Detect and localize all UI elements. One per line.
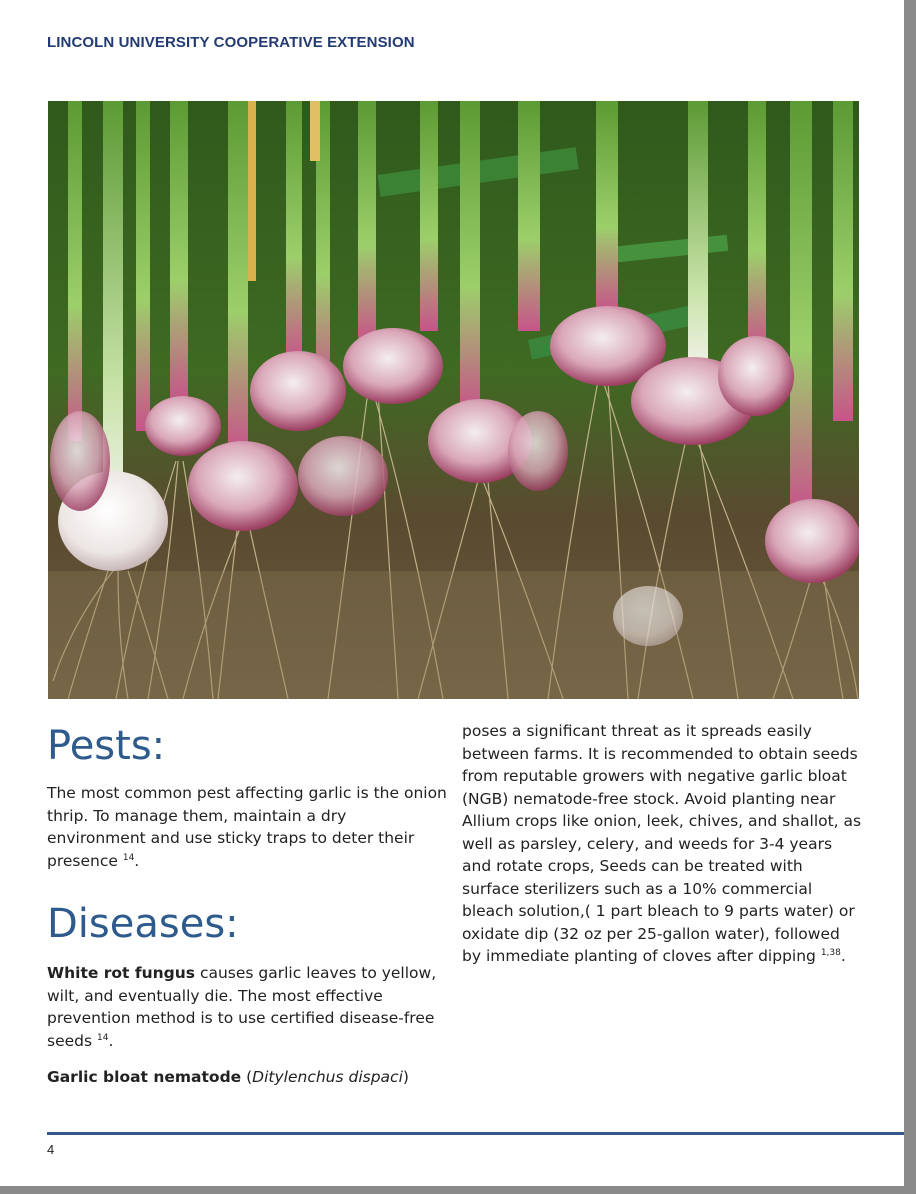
pests-paragraph: The most common pest affecting garlic is the onion thrip. To manage them, maintain a dry environment and use sticky traps to deter their presence $^{14}$. (47, 784, 447, 870)
white-rot-paragraph: White rot fungus causes garlic leaves to yellow, wilt, and eventually die. The most effective prevention method is to use certified disease-free seeds $^{14}$. (47, 964, 437, 1050)
footer-divider (47, 1132, 904, 1135)
citation-ref: 1,38 (820, 948, 841, 958)
nematode-latin-name: Ditylenchus dispaci (252, 1068, 403, 1086)
citation-ref: 14 (122, 852, 135, 863)
organization-header: LINCOLN UNIVERSITY COOPERATIVE EXTENSION (47, 34, 415, 51)
nematode-term: Garlic bloat nematode (47, 1068, 242, 1086)
pests-heading: Pests: (47, 723, 166, 769)
diseases-heading: Diseases: (47, 901, 239, 947)
nematode-paragraph-start: Garlic bloat nematode (Ditylenchus dispaci) (47, 1068, 409, 1086)
right-column (462, 720, 862, 968)
page-number: 4 (47, 1142, 55, 1157)
nematode-paragraph-continued: poses a significant threat as it spreads easily between farms. It is recommended to obtain seeds from reputable growers with negative garlic bloat (NGB) nematode-free stock. Avoid planting near Allium crops like onion, leek, chives, and shallot, as well as parsley, celery, and weeds for 3-4 years and rotate crops, Seeds can be treated with surface sterilizers such as a 10% commercial bleach solution,( 1 part bleach to 9 parts water) or oxidate dip (32 oz per 25-gallon water), followed by immediate planting of cloves after dipping $^{1,38}$. (462, 722, 862, 965)
garlic-bulbs-photo (48, 101, 859, 699)
white-rot-term: White rot fungus (47, 964, 196, 982)
left-column (47, 720, 447, 1089)
citation-ref: 14 (97, 1032, 109, 1043)
